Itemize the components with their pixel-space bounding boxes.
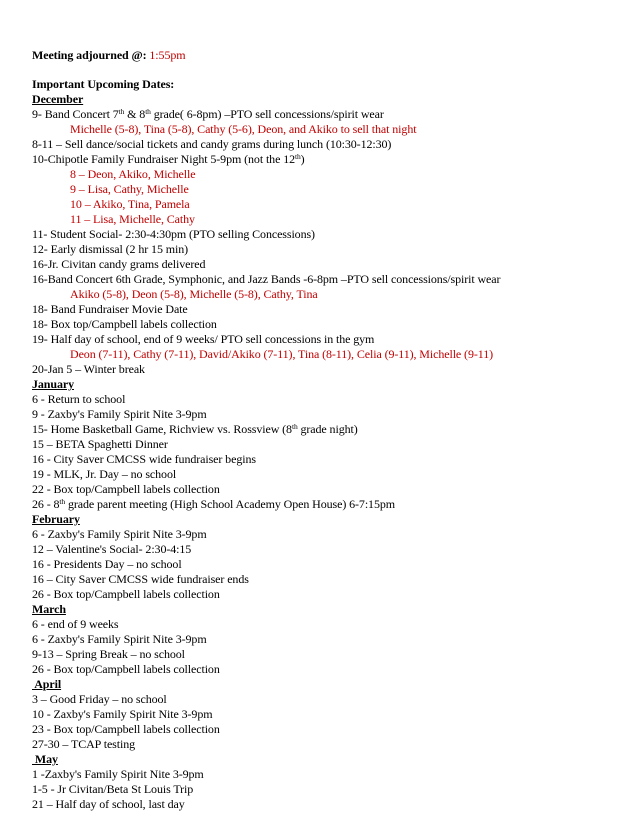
date-entry: 6 - end of 9 weeks bbox=[32, 617, 119, 631]
date-entry: 21 – Half day of school, last day bbox=[32, 797, 185, 811]
date-entry: 6 - Zaxby's Family Spirit Nite 3-9pm bbox=[32, 527, 207, 541]
date-entry: 16-Band Concert 6th Grade, Symphonic, and Jazz Bands -6-8pm –PTO sell concessions/spirit wear bbox=[32, 272, 501, 286]
volunteer-list: 11 – Lisa, Michelle, Cathy bbox=[70, 212, 195, 226]
date-entry: 1 -Zaxby's Family Spirit Nite 3-9pm bbox=[32, 767, 204, 781]
volunteer-list: Akiko (5-8), Deon (5-8), Michelle (5-8), Cathy, Tina bbox=[70, 287, 318, 301]
date-entry: 8-11 – Sell dance/social tickets and candy grams during lunch (10:30-12:30) bbox=[32, 137, 392, 151]
date-entry: 6 - Zaxby's Family Spirit Nite 3-9pm bbox=[32, 632, 207, 646]
date-entry: 22 - Box top/Campbell labels collection bbox=[32, 482, 220, 496]
important-dates-title: Important Upcoming Dates: bbox=[32, 77, 175, 91]
date-entry: 19 - MLK, Jr. Day – no school bbox=[32, 467, 177, 481]
date-entry: 9 - Zaxby's Family Spirit Nite 3-9pm bbox=[32, 407, 207, 421]
date-entry: 10 - Zaxby's Family Spirit Nite 3-9pm bbox=[32, 707, 213, 721]
date-entry: 12 – Valentine's Social- 2:30-4:15 bbox=[32, 542, 192, 556]
date-entry: 16-Jr. Civitan candy grams delivered bbox=[32, 257, 206, 271]
volunteer-list: 9 – Lisa, Cathy, Michelle bbox=[70, 182, 189, 196]
month-heading-april: April bbox=[32, 677, 62, 691]
month-heading-january: January bbox=[32, 377, 74, 391]
meeting-adjourned-line bbox=[32, 48, 185, 62]
date-entry: 6 - Return to school bbox=[32, 392, 126, 406]
date-entry: 16 - City Saver CMCSS wide fundraiser begins bbox=[32, 452, 256, 466]
volunteer-list: Michelle (5-8), Tina (5-8), Cathy (5-6), Deon, and Akiko to sell that night bbox=[70, 122, 417, 136]
month-heading-may: May bbox=[32, 752, 58, 766]
date-entry: 9- Band Concert 7th & 8th grade( 6-8pm) –PTO sell concessions/spirit wear bbox=[32, 107, 384, 121]
month-heading-february: February bbox=[32, 512, 80, 526]
date-entry: 27-30 – TCAP testing bbox=[32, 737, 136, 751]
date-entry: 12- Early dismissal (2 hr 15 min) bbox=[32, 242, 189, 256]
date-entry: 1-5 - Jr Civitan/Beta St Louis Trip bbox=[32, 782, 194, 796]
date-entry: 18- Band Fundraiser Movie Date bbox=[32, 302, 188, 316]
date-entry: 16 – City Saver CMCSS wide fundraiser ends bbox=[32, 572, 249, 586]
date-entry: 26 - Box top/Campbell labels collection bbox=[32, 587, 220, 601]
date-entry: 11- Student Social- 2:30-4:30pm (PTO selling Concessions) bbox=[32, 227, 315, 241]
date-entry: 10-Chipotle Family Fundraiser Night 5-9pm (not the 12th) bbox=[32, 152, 305, 166]
volunteer-list: 10 – Akiko, Tina, Pamela bbox=[70, 197, 190, 211]
month-heading-march: March bbox=[32, 602, 66, 616]
date-entry: 9-13 – Spring Break – no school bbox=[32, 647, 185, 661]
date-entry: 3 – Good Friday – no school bbox=[32, 692, 167, 706]
date-entry: 26 - Box top/Campbell labels collection bbox=[32, 662, 220, 676]
date-entry: 16 - Presidents Day – no school bbox=[32, 557, 182, 571]
date-entry: 18- Box top/Campbell labels collection bbox=[32, 317, 217, 331]
date-entry: 26 - 8th grade parent meeting (High School Academy Open House) 6-7:15pm bbox=[32, 497, 395, 511]
date-entry: 23 - Box top/Campbell labels collection bbox=[32, 722, 220, 736]
adjourn-time: 1:55pm bbox=[149, 48, 186, 62]
date-entry: 15 – BETA Spaghetti Dinner bbox=[32, 437, 168, 451]
date-entry: 20-Jan 5 – Winter break bbox=[32, 362, 145, 376]
month-heading-december: December bbox=[32, 92, 84, 106]
volunteer-list: Deon (7-11), Cathy (7-11), David/Akiko (7-11), Tina (8-11), Celia (9-11), Michelle (9-11) bbox=[70, 347, 494, 361]
date-entry: 15- Home Basketball Game, Richview vs. Rossview (8th grade night) bbox=[32, 422, 358, 436]
adjourn-label: Meeting adjourned @: bbox=[32, 48, 147, 62]
date-entry: 19- Half day of school, end of 9 weeks/ PTO sell concessions in the gym bbox=[32, 332, 375, 346]
volunteer-list: 8 – Deon, Akiko, Michelle bbox=[70, 167, 196, 181]
